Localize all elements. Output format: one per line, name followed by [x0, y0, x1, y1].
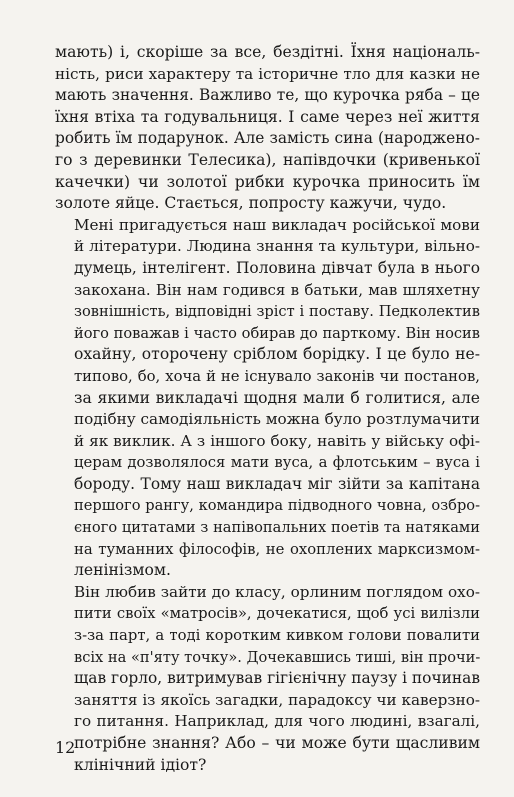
- text-line: церам дозволялося мати вуса, а флотським – вуса і: [74, 454, 480, 472]
- text-line: щав горло, витримував гігієнічну паузу і починав: [74, 669, 480, 688]
- text-line: й літератури. Людина знання та культури, вільно-: [74, 237, 480, 256]
- text-line: й як виклик. А з іншого боку, навіть у війську офі-: [74, 431, 480, 450]
- text-line: го з деревинки Телесика), напівдочки (кривенької: [55, 150, 480, 169]
- text-line: всіх на «п'яту точку». Дочекавшись тиші, він прочи-: [74, 648, 481, 666]
- paragraph: [55, 215, 480, 582]
- text-line: на туманних філософів, не охоплених марксизмом-: [74, 540, 480, 558]
- text-line: потрібне знання? Або – чи може бути щасливим: [74, 734, 480, 752]
- text-line: охайну, оторочену сріблом борідку. І це було не-: [74, 345, 480, 364]
- text-line: типово, бо, хоча й не існувало законів чи постанов,: [74, 367, 480, 385]
- text-line: го питання. Наприклад, для чого людині, взагалі,: [74, 712, 480, 731]
- page-number: 12: [55, 738, 76, 757]
- text-line: золоте яйце. Стається, попросту кажучи, чудо.: [55, 194, 447, 213]
- text-line: качечки) чи золотої рибки курочка приносить їм: [55, 172, 480, 191]
- text-line: робить їм подарунок. Але замість сина (народжено-: [55, 129, 480, 148]
- text-line: пити своїх «матросів», дочекатися, щоб усі вилізли: [74, 605, 480, 623]
- text-line: клінічний ідіот?: [74, 755, 207, 774]
- text-line: першого рангу, командира підводного човна, озбро-: [74, 497, 480, 515]
- text-line: закохана. Він нам годився в батьки, мав шляхетну: [74, 280, 480, 299]
- text-line: ленінізмом.: [74, 561, 172, 580]
- text-line: з-за парт, а тоді коротким кивком голови повалити: [74, 627, 480, 645]
- text-line: подібну самодіяльність можна було розтлумачити: [74, 410, 481, 429]
- paragraph: [55, 42, 480, 215]
- text-line: їхня втіха та годувальниця. І саме через неї життя: [55, 107, 480, 126]
- text-line: мають значення. Важливо те, що курочка ряба – це: [55, 86, 480, 105]
- text-line: бороду. Тому наш викладач міг зійти за капітана: [74, 474, 480, 493]
- text-line: Мені пригадується наш викладач російської мови: [74, 215, 480, 234]
- body-text: [55, 42, 480, 776]
- text-line: думець, інтелігент. Половина дівчат була в нього: [74, 258, 480, 277]
- text-line: зовнішність, відповідні зріст і поставу. Педколектив: [74, 303, 480, 321]
- paragraph: [55, 582, 480, 776]
- text-line: його поважав і часто обирав до парткому. Він носив: [74, 324, 480, 342]
- text-line: мають) і, скоріше за все, бездітні. Їхня національ-: [55, 43, 480, 61]
- text-line: ність, риси характеру та історичне тло для казки не: [55, 64, 480, 83]
- text-line: за якими викладачі щодня мали б голитися, але: [74, 388, 480, 407]
- text-line: заняття із якоїсь загадки, парадоксу чи каверзно-: [74, 690, 480, 709]
- text-line: Він любив зайти до класу, орлиним поглядом охо-: [74, 582, 480, 601]
- text-line: єного цитатами з напівопальних поетів та натяками: [74, 519, 480, 537]
